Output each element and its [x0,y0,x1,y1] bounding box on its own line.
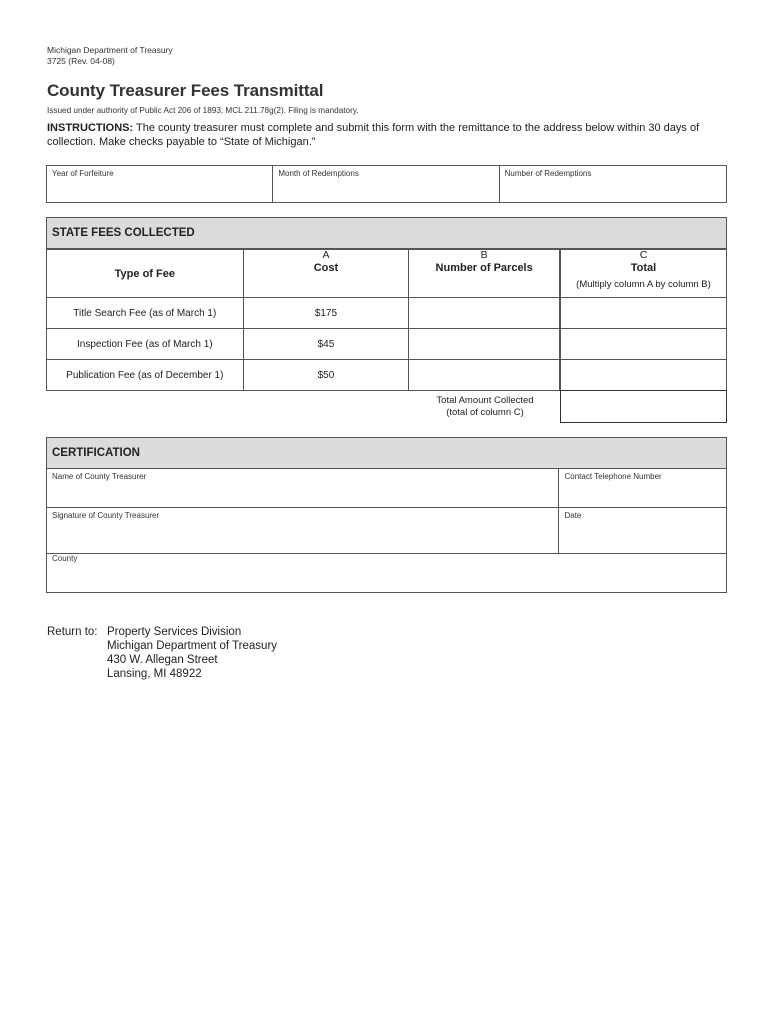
certification-section [46,437,727,593]
instructions [47,121,737,149]
fee-type-cell: Title Search Fee (as of March 1) [47,298,244,329]
date-label: Date [564,511,582,520]
parcels-header [409,250,560,298]
col-b-name: Number of Parcels [435,262,533,274]
county-label: County [52,554,78,563]
year-of-forfeiture-label: Year of Forfeiture [52,169,114,178]
col-a-letter: A [322,249,330,261]
number-of-redemptions-field[interactable] [500,166,726,202]
parcels-input[interactable] [409,298,560,329]
total-amount-label-line2: (total of column C) [446,407,524,418]
cert-row-county [46,554,727,593]
month-of-redemptions-field[interactable] [273,166,499,202]
year-of-forfeiture-field[interactable] [47,166,273,202]
col-a-name: Cost [313,262,339,274]
parcels-input[interactable] [409,329,560,360]
fee-cost-cell: $45 [243,329,409,360]
telephone-label: Contact Telephone Number [564,472,662,481]
fee-type-cell: Inspection Fee (as of March 1) [47,329,244,360]
table-row [561,360,727,391]
total-header [561,250,727,298]
fee-type-cell: Publication Fee (as of December 1) [47,360,244,391]
cert-row-signature [46,508,727,554]
fee-cost-cell: $50 [243,360,409,391]
total-input[interactable] [561,329,727,360]
total-column-table [560,249,727,391]
certification-heading: CERTIFICATION [46,437,727,469]
total-amount-label-line1: Total Amount Collected [436,395,534,406]
page-title: County Treasurer Fees Transmittal [47,81,324,100]
authority-note: Issued under authority of Public Act 206 of 1893, MCL 211.78g(2). Filing is mandatory. [47,106,359,115]
cert-row-name [46,469,727,508]
instructions-text: The county treasurer must complete and submit this form with the remittance to the address below within 30 days of collection. Make checks payable to “State of Michigan.” [47,122,700,148]
return-to-label: Return to: [47,626,98,638]
number-of-redemptions-label: Number of Redemptions [504,169,592,178]
return-address-lines [107,625,277,681]
table-row [47,329,560,360]
forfeiture-fields [46,165,727,203]
telephone-field[interactable] [559,469,726,507]
address-line: Property Services Division [107,626,242,638]
total-amount-label [405,395,565,419]
signature-label: Signature of County Treasurer [52,511,160,520]
signature-field[interactable] [47,508,559,553]
total-input[interactable] [561,298,727,329]
col-c-name: Total [630,262,657,274]
cost-header [243,250,409,298]
total-header-row [561,250,727,298]
date-field[interactable] [559,508,726,553]
table-row [47,298,560,329]
fee-cost-cell: $175 [243,298,409,329]
address-line: Lansing, MI 48922 [107,668,202,680]
fees-table [46,249,560,391]
table-row [47,360,560,391]
form-number: 3725 (Rev. 04-08) [47,56,115,66]
col-c-subtitle: (Multiply column A by column B) [576,279,711,290]
total-input[interactable] [561,360,727,391]
fees-table-header-row [47,250,560,298]
col-c-letter: C [639,249,648,261]
month-of-redemptions-label: Month of Redemptions [278,169,359,178]
form-header-agency [47,45,173,67]
county-field[interactable] [47,554,726,592]
col-b-letter: B [480,249,488,261]
treasurer-name-label: Name of County Treasurer [52,472,147,481]
state-fees-heading: STATE FEES COLLECTED [46,217,727,249]
table-row [561,329,727,360]
treasurer-name-field[interactable] [47,469,559,507]
type-of-fee-header [47,250,244,298]
instructions-label: INSTRUCTIONS: [47,122,134,134]
return-address [47,625,277,681]
table-row [561,298,727,329]
parcels-input[interactable] [409,360,560,391]
address-line: Michigan Department of Treasury [107,640,278,652]
total-amount-input[interactable] [560,390,727,423]
agency-name: Michigan Department of Treasury [47,45,173,55]
address-line: 430 W. Allegan Street [107,654,218,666]
type-of-fee-header-label: Type of Fee [114,267,175,280]
